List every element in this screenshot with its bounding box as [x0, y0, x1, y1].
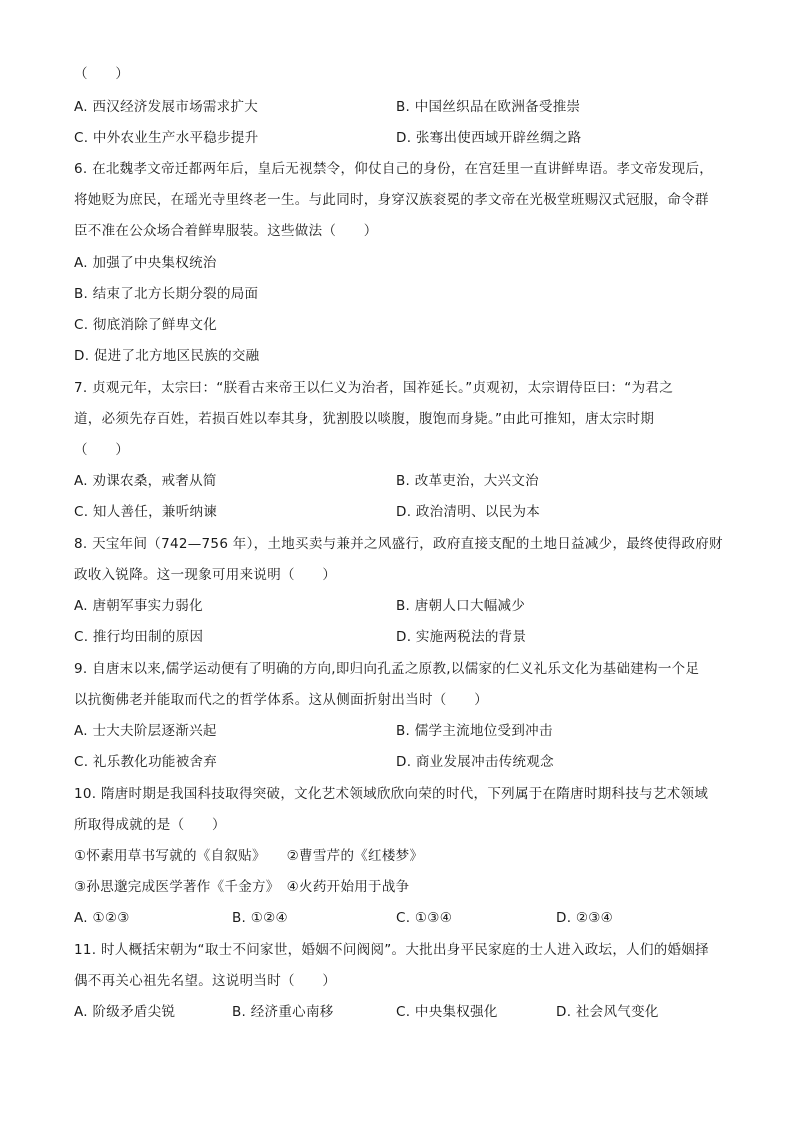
q11-stem-line1: 11. 时人概括宋朝为“取士不问家世，婚姻不问阀阅”。大批出身平民家庭的士人进入政坛，人们的婚姻择 — [74, 942, 709, 958]
q8-stem-line2: 政收入锐降。这一现象可用来说明（ ） — [74, 567, 337, 583]
q9-stem-line1: 9. 自唐末以来,儒学运动便有了明确的方向,即归向孔孟之原教,以儒家的仁义礼乐文化为基础建构一个足 — [74, 661, 700, 677]
q7-option-a[interactable]: A. 劝课农桑，戒奢从简 — [74, 473, 217, 489]
q6-stem-line3: 臣不准在公众场合着鲜卑服装。这些做法（ ） — [74, 223, 378, 239]
q6-option-c[interactable]: C. 彻底消除了鲜卑文化 — [74, 317, 218, 333]
q9-option-b[interactable]: B. 儒学主流地位受到冲击 — [396, 723, 553, 739]
q6-option-d[interactable]: D. 促进了北方地区民族的交融 — [74, 348, 260, 364]
q7-stem-line3: （ ） — [74, 442, 130, 458]
q11-option-c[interactable]: C. 中央集权强化 — [396, 1004, 498, 1020]
q8-stem-line1: 8. 天宝年间（742—756 年），土地买卖与兼并之风盛行，政府直接支配的土地日益减少，最终使得政府财 — [74, 536, 723, 552]
q6-option-a[interactable]: A. 加强了中央集权统治 — [74, 255, 217, 271]
q11-option-a[interactable]: A. 阶级矛盾尖锐 — [74, 1004, 176, 1020]
q8-option-b[interactable]: B. 唐朝人口大幅减少 — [396, 598, 526, 614]
q5-option-b[interactable]: B. 中国丝织品在欧洲备受推崇 — [396, 99, 581, 115]
q9-option-d[interactable]: D. 商业发展冲击传统观念 — [396, 754, 554, 770]
q9-option-c[interactable]: C. 礼乐教化功能被舍弃 — [74, 754, 218, 770]
q7-stem-line1: 7. 贞观元年，太宗曰：“朕看古来帝王以仁义为治者，国祚延长。”贞观初，太宗谓侍臣曰：“为君之 — [74, 380, 674, 396]
q11-stem-line2: 偶不再关心祖先名望。这说明当时（ ） — [74, 973, 337, 989]
q8-option-d[interactable]: D. 实施两税法的背景 — [396, 629, 527, 645]
q11-option-b[interactable]: B. 经济重心南移 — [232, 1004, 334, 1020]
q8-option-c[interactable]: C. 推行均田制的原因 — [74, 629, 204, 645]
q5-paren: （ ） — [74, 66, 130, 82]
q7-option-d[interactable]: D. 政治清明、以民为本 — [396, 504, 541, 520]
q8-option-a[interactable]: A. 唐朝军事实力弱化 — [74, 598, 203, 614]
q9-option-a[interactable]: A. 士大夫阶层逐渐兴起 — [74, 723, 217, 739]
q7-option-b[interactable]: B. 改革吏治，大兴文治 — [396, 473, 539, 489]
q5-option-a[interactable]: A. 西汉经济发展市场需求扩大 — [74, 99, 259, 115]
q10-option-b[interactable]: B. ①②④ — [232, 910, 288, 926]
q5-option-d[interactable]: D. 张骞出使西域开辟丝绸之路 — [396, 130, 582, 146]
q6-stem-line2: 将她贬为庶民，在瑶光寺里终老一生。与此同时，身穿汉族衮冕的孝文帝在光极堂班赐汉式冠服，命令群 — [74, 192, 709, 208]
q6-option-b[interactable]: B. 结束了北方长期分裂的局面 — [74, 286, 259, 302]
q10-option-a[interactable]: A. ①②③ — [74, 910, 130, 926]
q10-option-c[interactable]: C. ①③④ — [396, 910, 453, 926]
q9-stem-line2: 以抗衡佛老并能取而代之的哲学体系。这从侧面折射出当时（ ） — [74, 692, 488, 708]
q10-items-1-2: ①怀素用草书写就的《自叙贴》 ②曹雪芹的《红楼梦》 — [74, 848, 424, 864]
q6-stem-line1: 6. 在北魏孝文帝迁都两年后，皇后无视禁令，仰仗自己的身份，在宫廷里一直讲鲜卑语。孝文帝发现后， — [74, 161, 714, 177]
q11-option-d[interactable]: D. 社会风气变化 — [556, 1004, 659, 1020]
q10-items-3-4: ③孙思邈完成医学著作《千金方》 ④火药开始用于战争 — [74, 879, 410, 895]
q10-stem-line1: 10. 隋唐时期是我国科技取得突破，文化艺术领域欣欣向荣的时代，下列属于在隋唐时期科技与艺术领域 — [74, 786, 709, 802]
q7-stem-line2: 道，必须先存百姓，若损百姓以奉其身，犹割股以啖腹，腹饱而身毙。”由此可推知，唐太宗时期 — [74, 411, 655, 427]
q5-option-c[interactable]: C. 中外农业生产水平稳步提升 — [74, 130, 259, 146]
q7-option-c[interactable]: C. 知人善任，兼听纳谏 — [74, 504, 218, 520]
q10-stem-line2: 所取得成就的是（ ） — [74, 817, 226, 833]
q10-option-d[interactable]: D. ②③④ — [556, 910, 614, 926]
